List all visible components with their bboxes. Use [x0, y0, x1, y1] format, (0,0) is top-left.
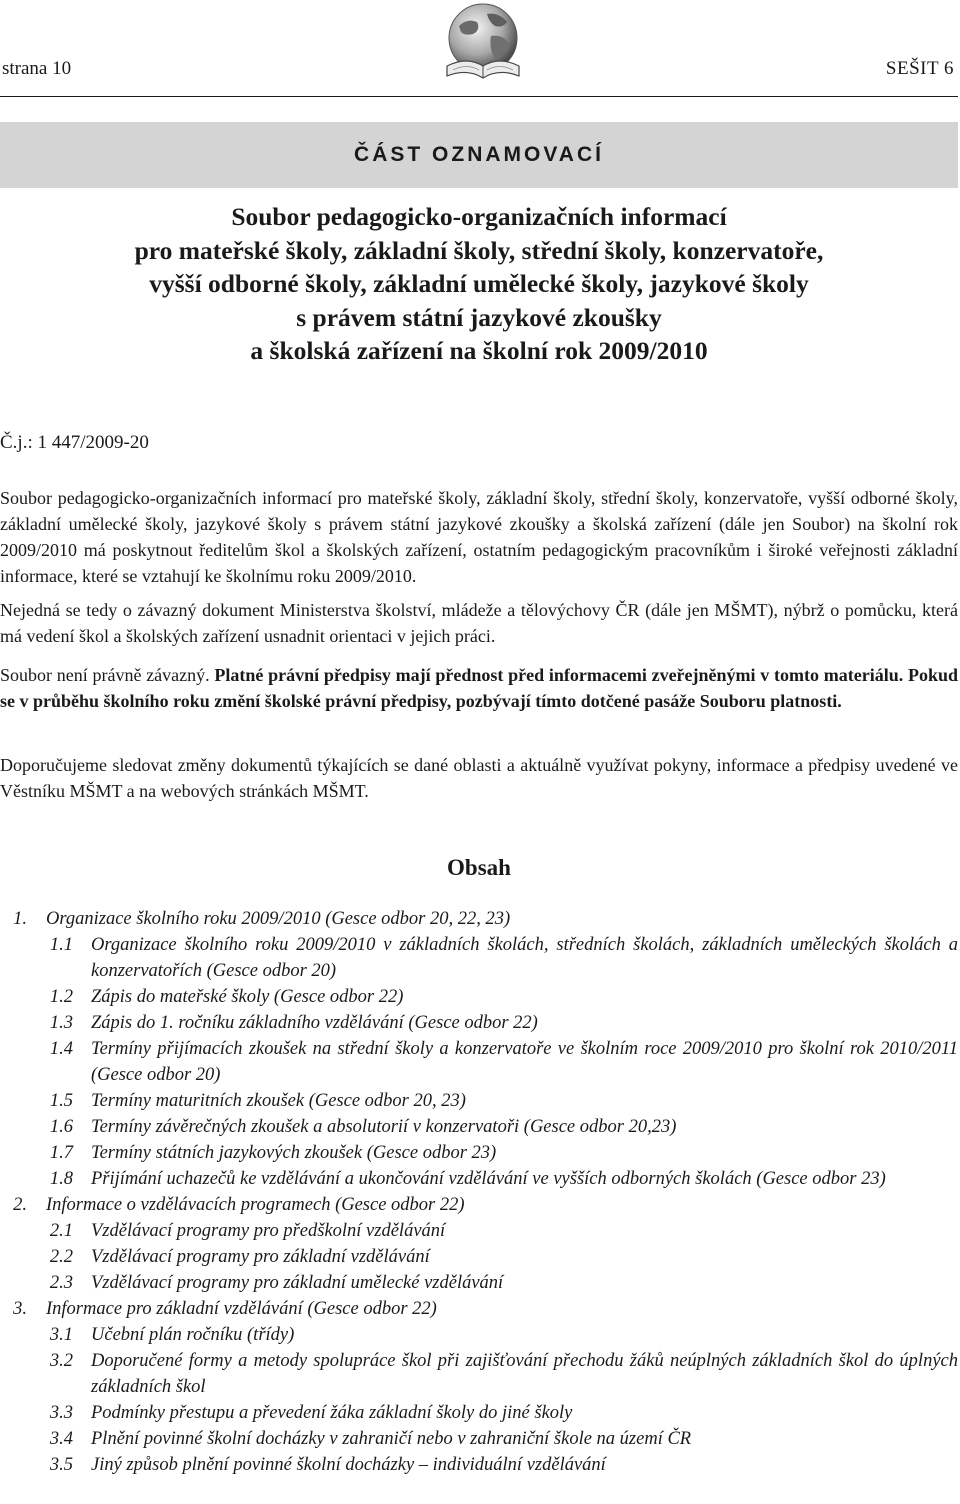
- toc-item-number: 1.8: [49, 1169, 73, 1189]
- legal-notice-plain: Soubor není právně závazný.: [0, 665, 210, 685]
- toc-item: [0, 1296, 958, 1322]
- toc-item: [0, 1400, 958, 1426]
- toc-item-number: 3.3: [49, 1403, 73, 1423]
- legal-notice-paragraph: [0, 662, 958, 714]
- toc-item-number: 1.1: [49, 935, 73, 955]
- toc-item-number: 1.: [13, 909, 27, 929]
- title-line: Soubor pedagogicko-organizačních informací: [231, 202, 727, 231]
- toc-item: [0, 1166, 958, 1192]
- toc-item-number: 3.2: [49, 1351, 73, 1371]
- toc-item: [0, 1452, 958, 1478]
- title-line: a školská zařízení na školní rok 2009/2010: [250, 336, 708, 365]
- legal-notice-bold: Platné právní předpisy mají přednost před informacemi zveřejněnými v tomto materiálu. Pokud se v průběhu školního roku změní školské právní předpisy, pozbývají tímto dotčené pasáže Souboru platnosti.: [0, 665, 958, 711]
- toc-item-text: Zápis do 1. ročníku základního vzdělávání (Gesce odbor 22): [91, 1013, 538, 1033]
- reference-number: Č.j.: 1 447/2009-20: [0, 432, 149, 453]
- toc-item: [0, 1244, 958, 1270]
- toc-item: [0, 1010, 958, 1036]
- toc-item-text: Termíny přijímacích zkoušek na střední školy a konzervatoře ve školním roce 2009/2010 pro školní rok 2010/2011 (Gesce odbor 20): [91, 1039, 958, 1085]
- toc-item: [0, 1348, 958, 1400]
- toc-item: [0, 932, 958, 984]
- title-line: s právem státní jazykové zkoušky: [296, 302, 662, 332]
- recommendation-paragraph: Doporučujeme sledovat změny dokumentů týkajících se dané oblasti a aktuálně využívat pokyny, informace a předpisy uvedené ve Věstníku MŠMT a na webových stránkách MŠMT.: [0, 755, 958, 801]
- table-of-contents: [0, 906, 958, 1478]
- title-line: pro mateřské školy, základní školy, střední školy, konzervatoře,: [134, 235, 824, 265]
- toc-item-text: Vzdělávací programy pro základní vzdělávání: [91, 1247, 430, 1267]
- disclaimer-paragraph: Nejedná se tedy o závazný dokument Ministerstva školství, mládeže a tělovýchovy ČR (dále jen MŠMT), nýbrž o pomůcku, která má vedení škol a školských zařízení usnadnit orientaci v jejich práci.: [0, 600, 958, 646]
- toc-title: Obsah: [447, 855, 511, 880]
- title-line: vyšší odborné školy, základní umělecké školy, jazykové školy: [149, 269, 809, 298]
- globe-book-logo-icon: [437, 0, 529, 88]
- toc-item-number: 3.1: [49, 1325, 73, 1345]
- toc-item: [0, 1426, 958, 1452]
- header-divider: [0, 96, 958, 97]
- toc-item-number: 1.7: [49, 1143, 73, 1163]
- toc-item: [0, 1088, 958, 1114]
- toc-item: [0, 1322, 958, 1348]
- toc-item: [0, 1114, 958, 1140]
- toc-item-text: Jiný způsob plnění povinné školní docházky – individuální vzdělávání: [91, 1455, 606, 1475]
- toc-item-text: Plnění povinné školní docházky v zahraničí nebo v zahraniční škole na území ČR: [91, 1429, 692, 1449]
- toc-item-number: 2.1: [49, 1221, 73, 1241]
- intro-paragraph: Soubor pedagogicko-organizačních informací pro mateřské školy, základní školy, střední školy, konzervatoře, vyšší odborné školy, základní umělecké školy, jazykové školy s právem státní jazykové zkoušky a školská zařízení (dále jen Soubor) na školní rok 2009/2010 má poskytnout ředitelům škol a školských zařízení, ostatním pedagogickým pracovníkům i široké veřejnosti základní informace, které se vztahují ke školnímu roku 2009/2010.: [0, 488, 958, 586]
- toc-item-number: 1.2: [49, 987, 73, 1007]
- section-band: ČÁST OZNAMOVACÍ: [0, 122, 958, 188]
- toc-item-text: Doporučené formy a metody spolupráce škol při zajišťování přechodu žáků neúplných základních škol do úplných základních škol: [91, 1351, 958, 1397]
- toc-item: [0, 1192, 958, 1218]
- toc-item: [0, 1140, 958, 1166]
- toc-item-text: Informace pro základní vzdělávání (Gesce odbor 22): [46, 1299, 437, 1319]
- toc-item-number: 2.2: [49, 1247, 73, 1267]
- toc-item-text: Vzdělávací programy pro základní umělecké vzdělávání: [91, 1273, 504, 1293]
- toc-item: [0, 1218, 958, 1244]
- page-number: strana 10: [2, 58, 72, 79]
- toc-item-text: Zápis do mateřské školy (Gesce odbor 22): [91, 987, 404, 1007]
- toc-item-number: 1.5: [49, 1091, 73, 1111]
- toc-item: [0, 1036, 958, 1088]
- toc-item-text: Podmínky přestupu a převedení žáka základní školy do jiné školy: [91, 1403, 573, 1423]
- toc-item: [0, 906, 958, 932]
- document-title: [0, 200, 958, 368]
- toc-item-number: 1.4: [49, 1039, 73, 1059]
- toc-item-text: Organizace školního roku 2009/2010 v základních školách, středních školách, základních uměleckých školách a konzervatořích (Gesce odbor 20): [91, 935, 958, 981]
- toc-item: [0, 984, 958, 1010]
- toc-item-text: Termíny státních jazykových zkoušek (Gesce odbor 23): [91, 1143, 497, 1163]
- toc-item-text: Informace o vzdělávacích programech (Gesce odbor 22): [46, 1195, 465, 1215]
- toc-item-text: Přijímání uchazečů ke vzdělávání a ukončování vzdělávání ve vyšších odborných školách (Gesce odbor 23): [91, 1169, 886, 1189]
- toc-item-number: 3.4: [49, 1429, 73, 1449]
- issue-number: SEŠIT 6: [885, 58, 954, 79]
- toc-item-text: Organizace školního roku 2009/2010 (Gesce odbor 20, 22, 23): [46, 909, 511, 929]
- toc-item-number: 1.3: [49, 1013, 73, 1033]
- toc-item-number: 1.6: [49, 1117, 73, 1137]
- toc-item-number: 2.: [13, 1195, 27, 1215]
- toc-item-number: 3.: [13, 1299, 27, 1319]
- toc-item-text: Učební plán ročníku (třídy): [91, 1325, 295, 1345]
- toc-item-number: 2.3: [49, 1273, 73, 1293]
- toc-item-number: 3.5: [49, 1455, 73, 1475]
- toc-item-text: Vzdělávací programy pro předškolní vzdělávání: [91, 1221, 446, 1241]
- toc-item-text: Termíny maturitních zkoušek (Gesce odbor 20, 23): [91, 1091, 466, 1111]
- toc-item-text: Termíny závěrečných zkoušek a absolutorií v konzervatoři (Gesce odbor 20,23): [91, 1117, 677, 1137]
- toc-item: [0, 1270, 958, 1296]
